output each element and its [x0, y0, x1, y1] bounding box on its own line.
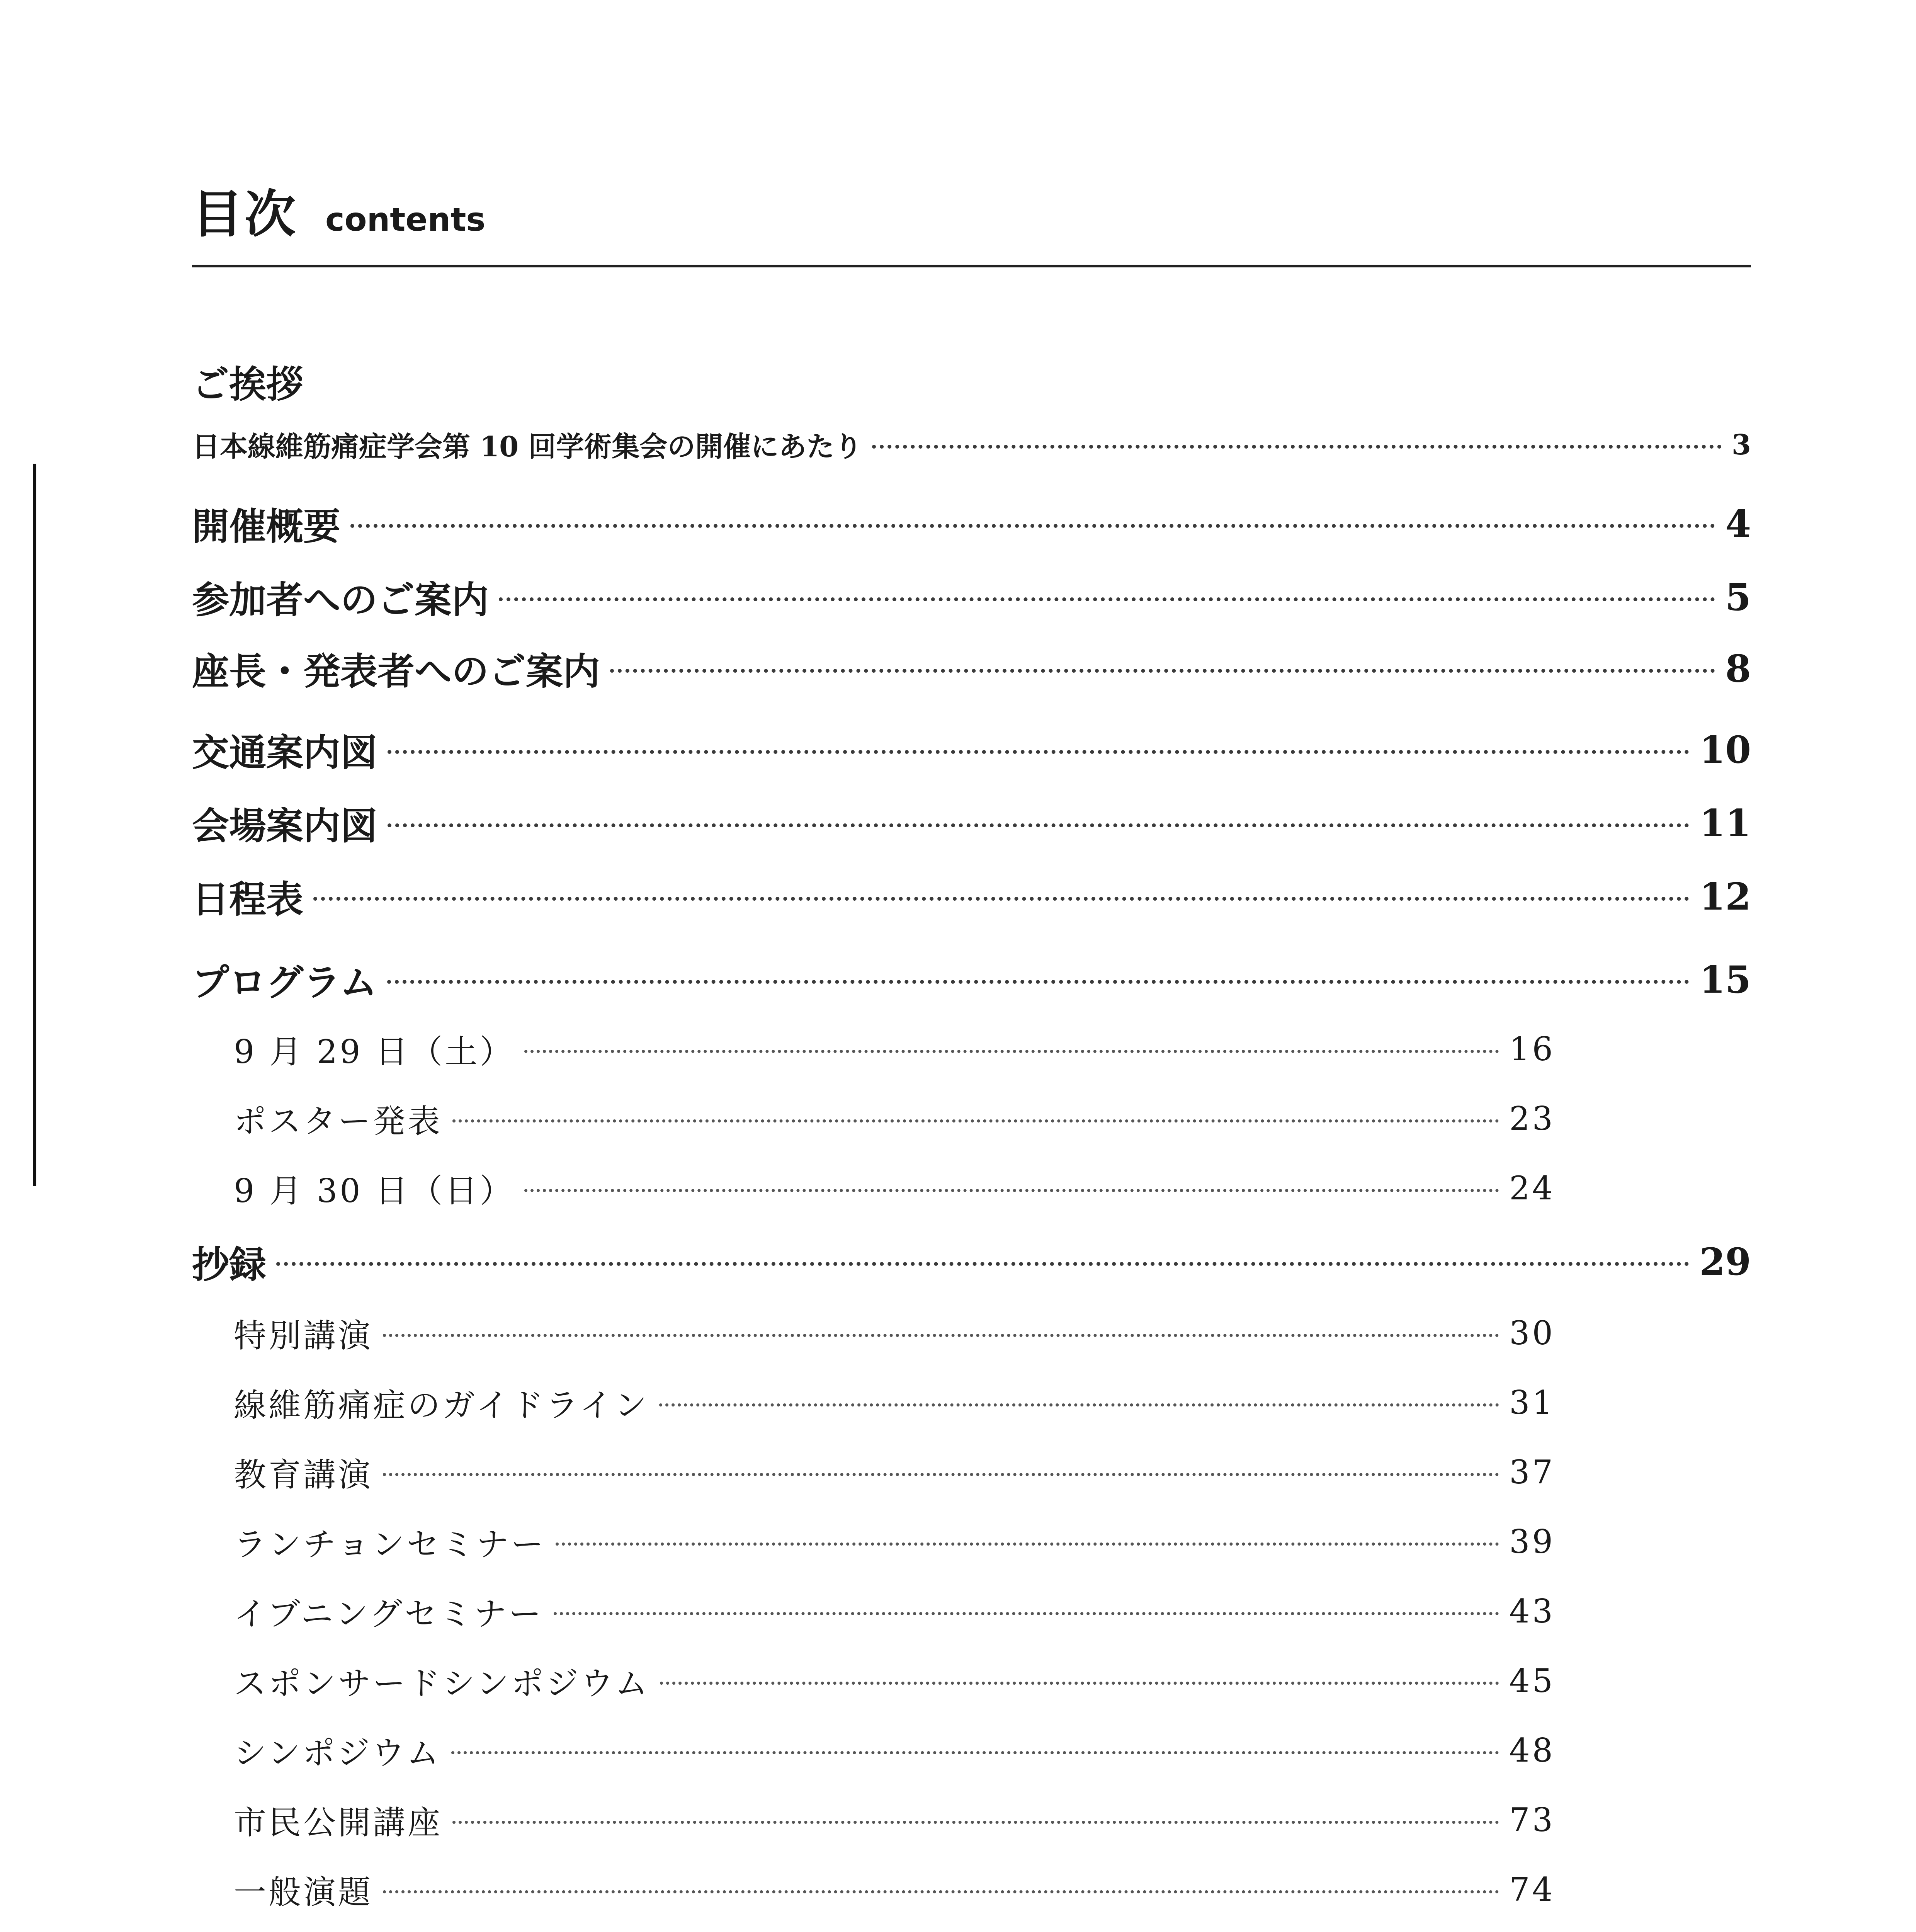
- toc-entry-page: 16: [1509, 1030, 1555, 1068]
- toc-subentry-guideline[interactable]: [234, 1378, 1555, 1428]
- dot-leader: [659, 1403, 1499, 1406]
- toc-entry-label: 日本線維筋痛症学会第 10 回学術集会の開催にあたり: [192, 430, 862, 463]
- toc-entry-label: 抄録: [192, 1242, 266, 1286]
- toc-entry-overview[interactable]: [192, 498, 1751, 549]
- toc-entry-label: 開催概要: [192, 504, 340, 548]
- toc-subentry-symposium[interactable]: [234, 1725, 1555, 1776]
- toc-entry-schedule[interactable]: [192, 871, 1751, 922]
- dot-leader: [388, 823, 1689, 827]
- toc-entry-label: プログラム: [192, 960, 377, 1004]
- toc-entry-page: 11: [1699, 801, 1751, 845]
- toc-entry-page: 73: [1509, 1801, 1555, 1839]
- toc-entry-page: 3: [1731, 428, 1751, 461]
- toc-entry-label: ポスター発表: [234, 1102, 443, 1140]
- dot-leader: [452, 1821, 1499, 1824]
- toc-entry-label: 9 月 29 日（土）: [234, 1032, 515, 1071]
- dot-leader: [276, 1262, 1689, 1266]
- dot-leader: [660, 1682, 1499, 1685]
- toc-entry-label: 教育講演: [234, 1456, 373, 1494]
- toc-entry-page: 4: [1725, 502, 1751, 546]
- dot-leader: [313, 897, 1689, 901]
- page-title: 目次: [192, 185, 297, 244]
- toc-entry-greeting[interactable]: [192, 419, 1751, 469]
- dot-leader: [524, 1050, 1499, 1053]
- toc-entry-page: 12: [1699, 874, 1751, 918]
- toc-entry-access-map[interactable]: [192, 724, 1751, 775]
- dot-leader: [452, 1119, 1499, 1122]
- toc-entry-label: 市民公開講座: [234, 1803, 443, 1842]
- toc-subentry-luncheon-seminar[interactable]: [234, 1517, 1555, 1567]
- toc-subentry-day2[interactable]: [234, 1163, 1555, 1213]
- dot-leader: [383, 1890, 1499, 1893]
- toc-entry-label: スポンサードシンポジウム: [234, 1664, 650, 1702]
- toc-entry-label: 特別講演: [234, 1316, 373, 1355]
- dot-leader: [610, 669, 1715, 673]
- toc-entry-participant-guide[interactable]: [192, 572, 1751, 622]
- toc-subentry-special-lecture[interactable]: [234, 1308, 1555, 1358]
- toc-entry-page: 23: [1509, 1100, 1555, 1138]
- toc-entry-label: 座長・発表者へのご案内: [192, 649, 600, 693]
- dot-leader: [388, 750, 1689, 754]
- toc-entry-label: 会場案内図: [192, 804, 377, 848]
- toc-entry-label: 日程表: [192, 877, 303, 921]
- toc-entry-page: 48: [1509, 1731, 1555, 1769]
- dot-leader: [387, 980, 1689, 984]
- dot-leader: [524, 1189, 1499, 1192]
- toc-entry-page: 74: [1509, 1871, 1555, 1908]
- toc-entry-label: ランチョンセミナー: [234, 1525, 546, 1563]
- page-subtitle: contents: [325, 201, 486, 238]
- toc-entry-page: 30: [1509, 1314, 1555, 1352]
- toc-entry-label: 9 月 30 日（日）: [234, 1172, 515, 1210]
- toc-entry-page: 10: [1699, 728, 1751, 772]
- toc-entry-page: 8: [1725, 646, 1751, 690]
- toc-entry-page: 37: [1509, 1453, 1555, 1491]
- dot-leader: [383, 1334, 1499, 1337]
- toc-entry-label: シンポジウム: [234, 1734, 442, 1772]
- toc-entry-label: 一般演題: [234, 1873, 373, 1911]
- toc-entry-label: イブニングセミナー: [234, 1595, 544, 1633]
- toc-entry-presenter-guide[interactable]: [192, 643, 1751, 694]
- dot-leader: [499, 597, 1715, 601]
- toc-subentry-general-presentations[interactable]: [234, 1864, 1555, 1915]
- dot-leader: [350, 524, 1715, 528]
- toc-entry-page: 24: [1509, 1169, 1555, 1207]
- toc-entry-page: 39: [1509, 1523, 1555, 1561]
- dot-leader: [872, 445, 1722, 449]
- toc-subentry-educational-lecture[interactable]: [234, 1447, 1555, 1497]
- toc-entry-abstracts[interactable]: [192, 1236, 1751, 1287]
- toc-entry-page: 15: [1699, 957, 1751, 1002]
- dot-leader: [383, 1473, 1499, 1476]
- toc-entry-label: 交通案内図: [192, 730, 377, 774]
- toc-entry-page: 29: [1699, 1240, 1751, 1284]
- toc-entry-page: 31: [1509, 1384, 1555, 1422]
- toc-subentry-sponsored-symposium[interactable]: [234, 1656, 1555, 1706]
- toc-entry-page: 43: [1509, 1592, 1555, 1630]
- toc-heading-greeting: ご挨拶: [192, 362, 303, 406]
- toc-entry-venue-map[interactable]: [192, 798, 1751, 848]
- toc-subentry-evening-seminar[interactable]: [234, 1586, 1555, 1636]
- toc-entry-label: 線維筋痛症のガイドライン: [234, 1386, 649, 1424]
- dot-leader: [556, 1543, 1499, 1546]
- toc-subentry-day1[interactable]: [234, 1024, 1555, 1074]
- dot-leader: [554, 1612, 1499, 1615]
- toc-entry-program[interactable]: [192, 954, 1751, 1005]
- toc-subentry-poster[interactable]: [234, 1094, 1555, 1144]
- dot-leader: [451, 1751, 1499, 1754]
- toc-subentry-public-lecture[interactable]: [234, 1795, 1555, 1845]
- toc-entry-label: 参加者へのご案内: [192, 578, 489, 622]
- toc-entry-page: 45: [1509, 1662, 1555, 1700]
- toc-entry-page: 5: [1725, 575, 1751, 619]
